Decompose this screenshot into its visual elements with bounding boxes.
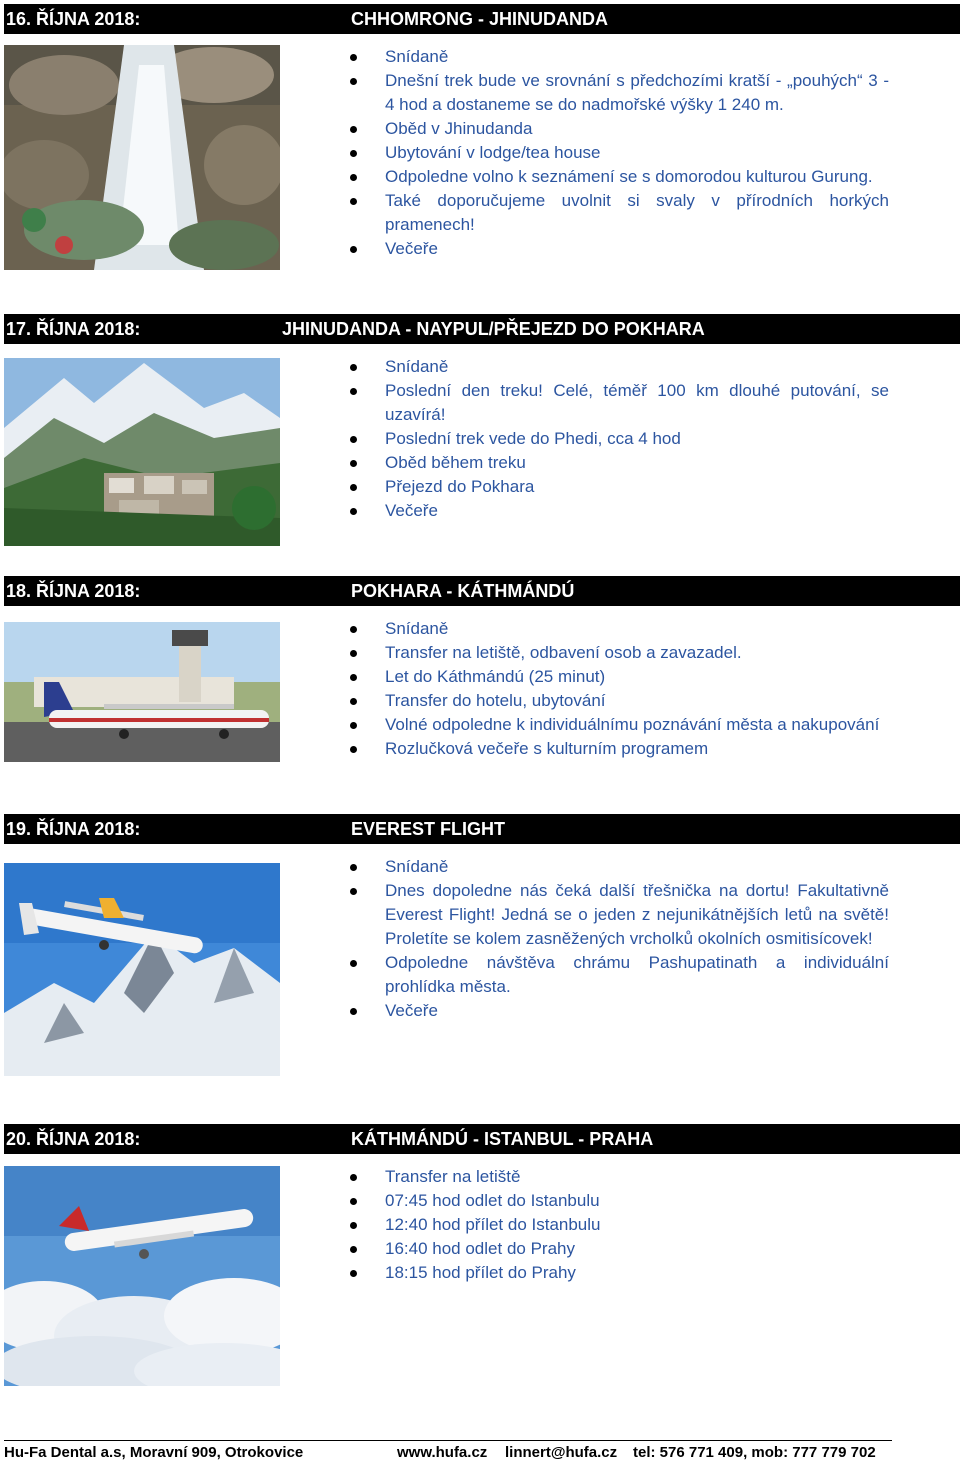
footer-email-link[interactable]: linnert@hufa.cz [505,1444,618,1461]
day-header [4,1124,960,1154]
page-footer [4,1440,892,1462]
plane-over-everest-photo [4,863,280,1076]
day-date: 19. ŘÍJNA 2018: [6,819,141,839]
list-item: Večeře [348,999,889,1023]
day-route: KÁTHMÁNDÚ - ISTANBUL - PRAHA [351,1129,654,1149]
list-item: Snídaně [348,855,889,879]
list-item: Transfer na letiště, odbavení osob a zavazadel. [348,641,889,665]
list-item: Také doporučujeme uvolnit si svaly v přírodních horkých pramenech! [348,189,889,237]
list-item: Večeře [348,237,889,261]
list-item: Rozlučková večeře s kulturním programem [348,737,889,761]
list-item: Poslední trek vede do Phedi, cca 4 hod [348,427,889,451]
footer-web-link[interactable]: www.hufa.cz [397,1444,488,1461]
list-item: Oběd během treku [348,451,889,475]
list-item: Odpoledne návštěva chrámu Pashupatinath a individuální prohlídka města. [348,951,889,999]
day-activity-list [348,1165,889,1285]
day-activity-list [348,355,889,523]
day-date: 17. ŘÍJNA 2018: [6,319,141,339]
mountain-village-photo [4,358,280,546]
plane-above-clouds-photo [4,1166,280,1386]
list-item: Poslední den treku! Celé, téměř 100 km dlouhé putování, se uzavírá! [348,379,889,427]
day-date: 16. ŘÍJNA 2018: [6,9,141,29]
airport-tower-plane-photo [4,622,280,762]
day-route: CHHOMRONG - JHINUDANDA [351,9,608,29]
list-item: 18:15 hod přílet do Prahy [348,1261,889,1285]
list-item: Přejezd do Pokhara [348,475,889,499]
list-item: 12:40 hod přílet do Istanbulu [348,1213,889,1237]
day-activity-list [348,617,889,761]
list-item: Snídaně [348,45,889,69]
list-item: Snídaně [348,617,889,641]
list-item: Ubytování v lodge/tea house [348,141,889,165]
day-header [4,814,960,844]
list-item: Odpoledne volno k seznámení se s domorodou kulturou Gurung. [348,165,889,189]
day-header [4,4,960,34]
day-activity-list [348,855,889,1023]
list-item: Transfer na letiště [348,1165,889,1189]
day-route: JHINUDANDA - NAYPUL/PŘEJEZD DO POKHARA [282,319,705,339]
list-item: Oběd v Jhinudanda [348,117,889,141]
list-item: Transfer do hotelu, ubytování [348,689,889,713]
waterfall-hot-springs-photo [4,45,280,270]
day-activity-list [348,45,889,261]
list-item: Volné odpoledne k individuálnímu poznávání města a nakupování [348,713,889,737]
day-route: POKHARA - KÁTHMÁNDÚ [351,581,575,601]
day-route: EVEREST FLIGHT [351,819,506,839]
list-item: Snídaně [348,355,889,379]
footer-phone: tel: 576 771 409, mob: 777 779 702 [633,1444,876,1461]
day-date: 20. ŘÍJNA 2018: [6,1129,141,1149]
list-item: Večeře [348,499,889,523]
footer-company: Hu-Fa Dental a.s, Moravní 909, Otrokovice [4,1444,304,1461]
day-header [4,576,960,606]
list-item: Dnešní trek bude ve srovnání s předchozími kratší - „pouhých“ 3 - 4 hod a dostaneme se do nadmořské výšky 1 240 m. [348,69,889,117]
day-date: 18. ŘÍJNA 2018: [6,581,141,601]
day-header [4,314,960,344]
list-item: Dnes dopoledne nás čeká další třešnička na dortu! Fakultativně Everest Flight! Jedná se o jeden z nejunikátnějších letů na světě! Proletíte se kolem zasněžených vrcholků okolních osmitisícovek! [348,879,889,951]
list-item: Let do Káthmándú (25 minut) [348,665,889,689]
list-item: 16:40 hod odlet do Prahy [348,1237,889,1261]
list-item: 07:45 hod odlet do Istanbulu [348,1189,889,1213]
